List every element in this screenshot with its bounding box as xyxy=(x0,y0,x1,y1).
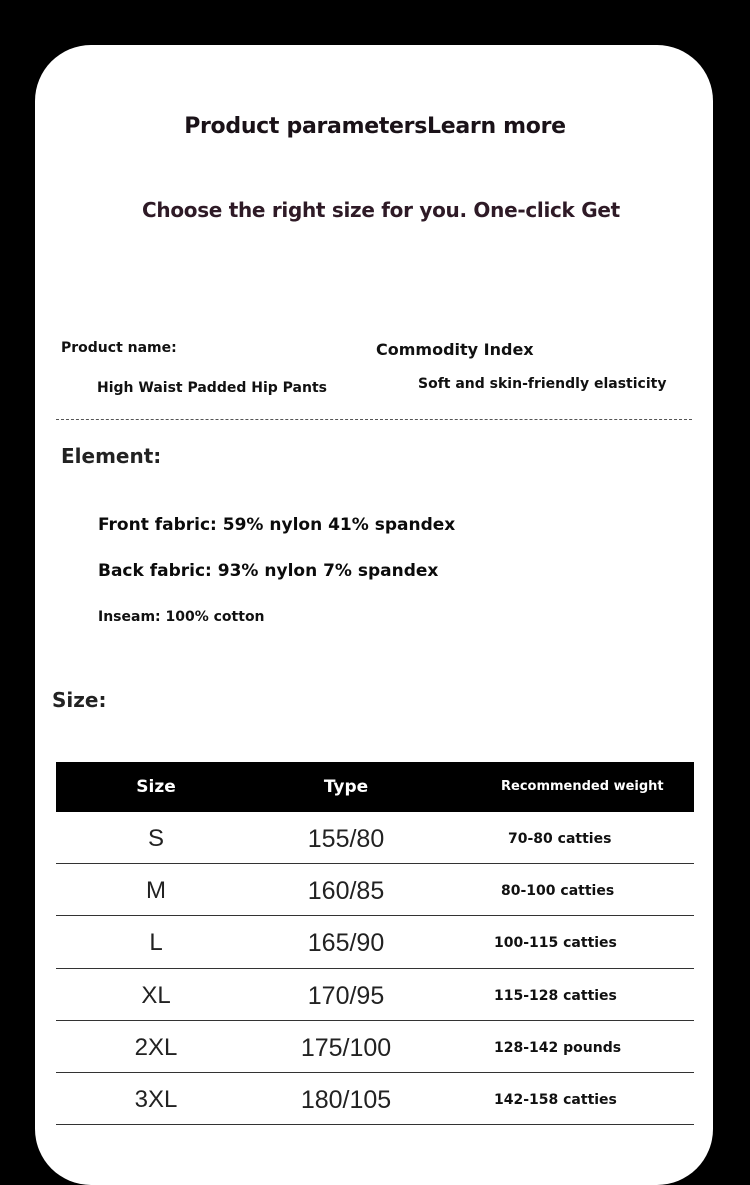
product-name-label: Product name: xyxy=(61,340,177,356)
dashed-divider xyxy=(56,419,692,420)
type-cell: 160/85 xyxy=(307,877,385,905)
size-table-header xyxy=(56,762,694,812)
table-row xyxy=(56,1073,694,1125)
table-row xyxy=(56,916,694,969)
page-subtitle: Choose the right size for you. One-click Get xyxy=(142,198,620,222)
size-cell: M xyxy=(146,877,166,904)
back-fabric-text: Back fabric: 93% nylon 7% spandex xyxy=(98,561,439,581)
column-header-size: Size xyxy=(136,777,176,797)
size-cell: S xyxy=(147,825,164,852)
size-cell: L xyxy=(149,929,163,956)
size-cell: XL xyxy=(141,982,171,1009)
size-table xyxy=(56,762,694,1125)
product-name-value: High Waist Padded Hip Pants xyxy=(97,380,327,396)
table-row xyxy=(56,969,694,1021)
type-cell: 170/95 xyxy=(307,982,385,1010)
front-fabric-text: Front fabric: 59% nylon 41% spandex xyxy=(98,515,456,535)
type-cell: 180/105 xyxy=(300,1086,392,1114)
inseam-text: Inseam: 100% cotton xyxy=(98,609,265,625)
size-cell: 3XL xyxy=(134,1086,178,1113)
type-cell: 155/80 xyxy=(307,825,385,853)
weight-cell: 80-100 catties xyxy=(501,883,615,899)
page-title: Product parametersLearn more xyxy=(184,114,566,139)
element-heading: Element: xyxy=(61,444,162,468)
weight-cell: 100-115 catties xyxy=(494,935,617,951)
table-row xyxy=(56,864,694,916)
weight-cell: 70-80 catties xyxy=(508,831,612,847)
weight-cell: 128-142 pounds xyxy=(494,1040,622,1056)
type-cell: 165/90 xyxy=(307,929,385,957)
size-heading: Size: xyxy=(52,688,107,712)
column-header-weight: Recommended weight xyxy=(501,779,664,794)
size-cell: 2XL xyxy=(134,1034,178,1061)
table-row xyxy=(56,812,694,864)
commodity-index-value: Soft and skin-friendly elasticity xyxy=(418,376,667,392)
type-cell: 175/100 xyxy=(300,1034,392,1062)
column-header-type: Type xyxy=(323,777,369,797)
commodity-index-label: Commodity Index xyxy=(376,340,534,359)
table-row xyxy=(56,1021,694,1073)
weight-cell: 142-158 catties xyxy=(494,1092,617,1108)
weight-cell: 115-128 catties xyxy=(494,988,617,1004)
